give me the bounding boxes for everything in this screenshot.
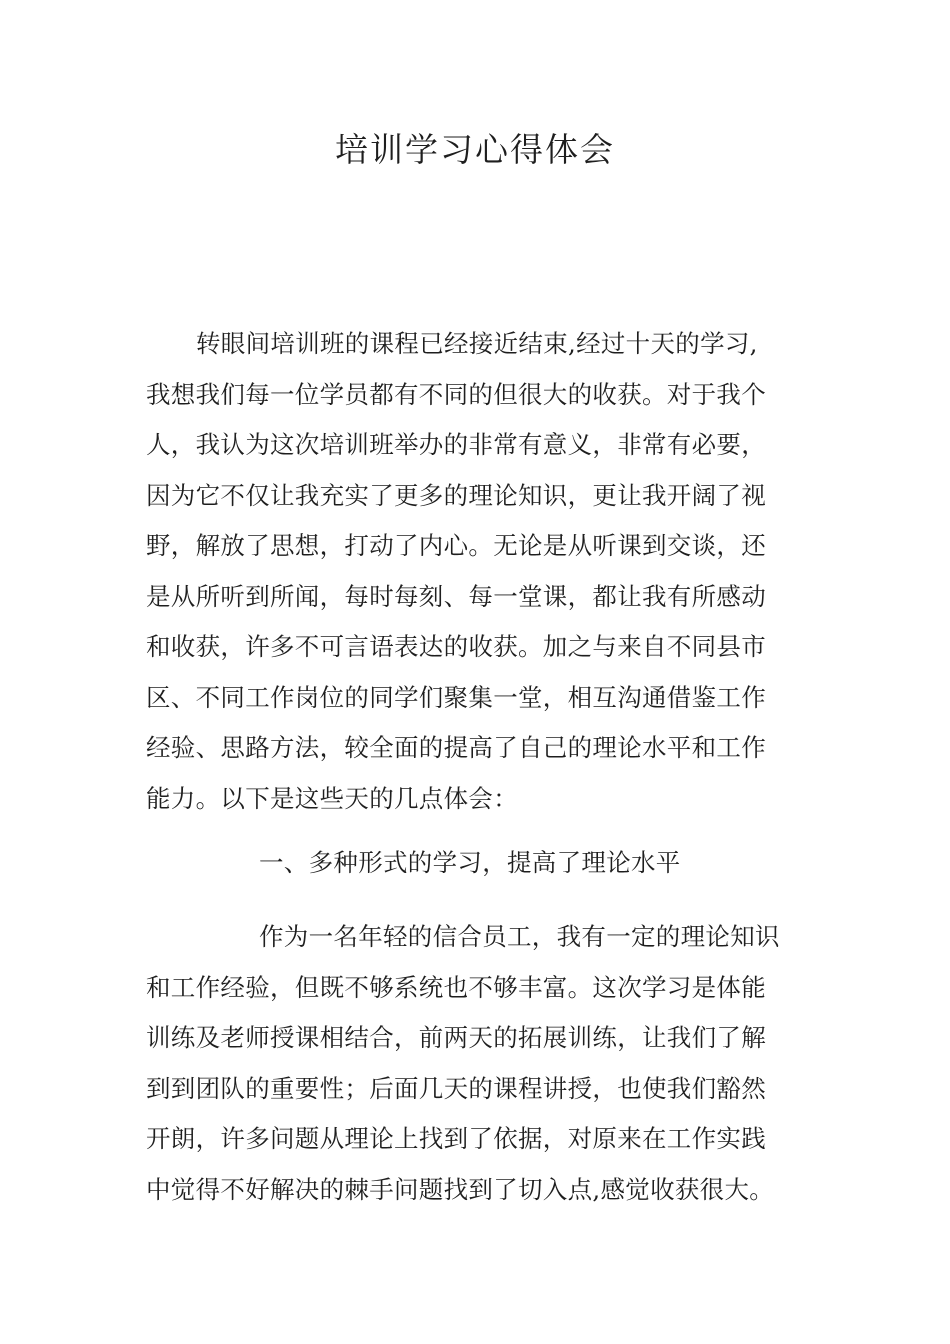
text-line: 因为它不仅让我充实了更多的理论知识，更让我开阔了视 [146, 480, 766, 510]
section-heading-1 [146, 838, 806, 889]
text-line: 和工作经验，但既不够系统也不够丰富。这次学习是体能 [146, 972, 766, 1002]
text-line: 能力。以下是这些天的几点体会： [146, 783, 518, 813]
document-title: 培训学习心得体会 [335, 130, 615, 169]
text-line: 作为一名年轻的信合员工，我有一定的理论知识 [259, 922, 780, 951]
paragraph-2 [146, 912, 806, 1215]
text-line: 开朗，许多问题从理论上找到了依据，对原来在工作实践 [146, 1124, 766, 1153]
text-line: 区、不同工作岗位的同学们聚集一堂，相互沟通借鉴工作 [146, 682, 766, 712]
text-line: 野，解放了思想，打动了内心。无论是从听课到交谈，还 [146, 531, 766, 560]
text-line: 我想我们每一位学员都有不同的但很大的收获。对于我个 [146, 379, 766, 409]
text-line: 转眼间培训班的课程已经接近结束,经过十天的学习, [196, 329, 758, 358]
text-line: 人，我认为这次培训班举办的非常有意义，非常有必要， [146, 430, 766, 459]
section-heading-text: 一、多种形式的学习，提高了理论水平 [259, 848, 681, 877]
text-line: 经验、思路方法，较全面的提高了自己的理论水平和工作 [146, 733, 766, 762]
paragraph-1 [146, 319, 806, 824]
text-line: 中觉得不好解决的棘手问题找到了切入点,感觉收获很大。 [146, 1174, 775, 1204]
text-line: 到到团队的重要性；后面几天的课程讲授，也使我们豁然 [146, 1073, 766, 1103]
text-line: 训练及老师授课相结合，前两天的拓展训练，让我们了解 [146, 1023, 766, 1052]
text-line: 和收获，许多不可言语表达的收获。加之与来自不同县市 [146, 632, 766, 661]
text-line: 是从所听到所闻，每时每刻、每一堂课，都让我有所感动 [146, 581, 766, 611]
